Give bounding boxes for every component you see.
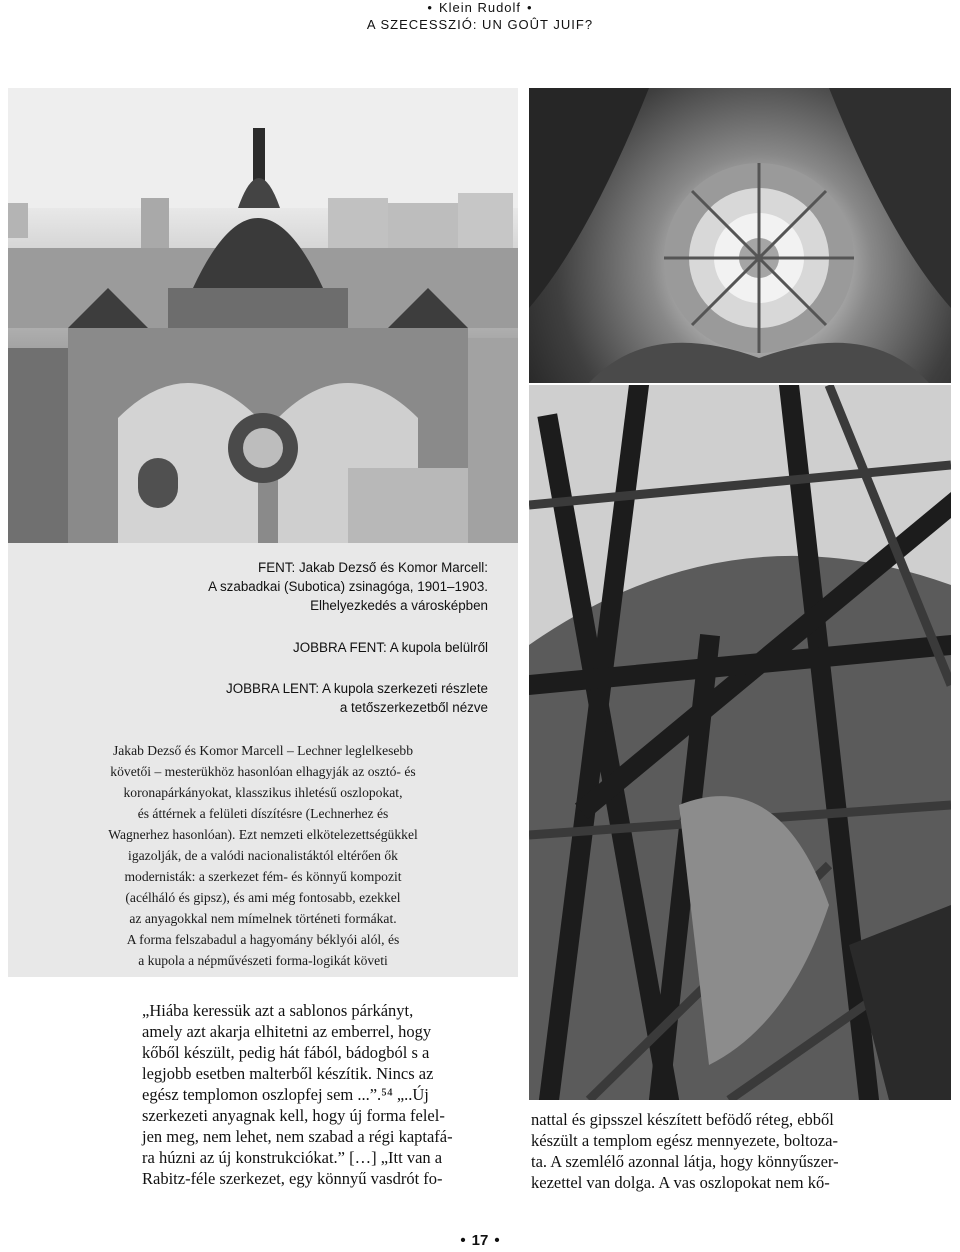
header-title: A SZECESSZIÓ: UN GOÛT JUIF? (366, 17, 594, 32)
caption-dome-structure: JOBBRA LENT: A kupola szerkezeti részlete a tetőszerkezetből nézve (226, 681, 488, 715)
panel-body-text: Jakab Dezső és Komor Marcell – Lechner leglelkesebb követői – mesterükhöz hasonlóan elhagyják az osztó- és koronapárkányokat, klasszikus ihletésű oszlopokat, és áttérnek a felületi díszítésre (Lechnerhez és Wagnerhez hasonlóan). Ezt nemzeti elkötelezettségükkel igazolják, de a valódi nacionalistáktól eltérően ők modernisták: a szerkezet fém- és könnyű kompozit (acélháló és gipsz), és ami még fontosabb, ezekkel az anyagokkal nem mímelnek történeti formákat. A forma felszabadul a hagyomány béklyói alól, és a kupola a népművészeti forma-logikát követi (108, 743, 418, 968)
dome-interior-photo (529, 88, 951, 383)
caption-synagogue: FENT: Jakab Dezső és Komor Marcell: A szabadkai (Subotica) zsinagóga, 1901–1903. Elhelyezkedés a városképben (208, 560, 488, 613)
caption-dome-interior: JOBBRA FENT: A kupola belülről (293, 640, 488, 655)
page-number: • 17 • (460, 1232, 500, 1249)
caption-panel (8, 543, 518, 977)
dome-structure-photo (529, 385, 951, 1100)
header-author: • Klein Rudolf • (427, 0, 533, 15)
continued-paragraph: nattal és gipsszel készített befödő réteg, ebből készült a templom egész mennyezete, boltoza- ta. A szemlélő azonnal látja, hogy könnyűszer- kezettel van dolga. A vas oszlopokat nem kő- (531, 1110, 839, 1192)
quote-paragraph: „Hiába keressük azt a sablonos párkányt, amely azt akarja elhitetni az emberrel, hogy kőből készült, pedig hát fából, bádogból s a legjobb esetben malterből készítik. Nincs az egész templomon oszlopfej sem ...”.⁵⁴ „..Új szerkezeti anyagnak kell, hogy új forma felel- jen meg, nem lehet, nem szabad a régi kaptafá- ra húzni az új konstrukciókat.” […] „Itt van a Rabitz-féle szerkezet, egy könnyű vasdrót fo- (142, 1001, 453, 1188)
synagogue-exterior-photo (8, 88, 518, 543)
